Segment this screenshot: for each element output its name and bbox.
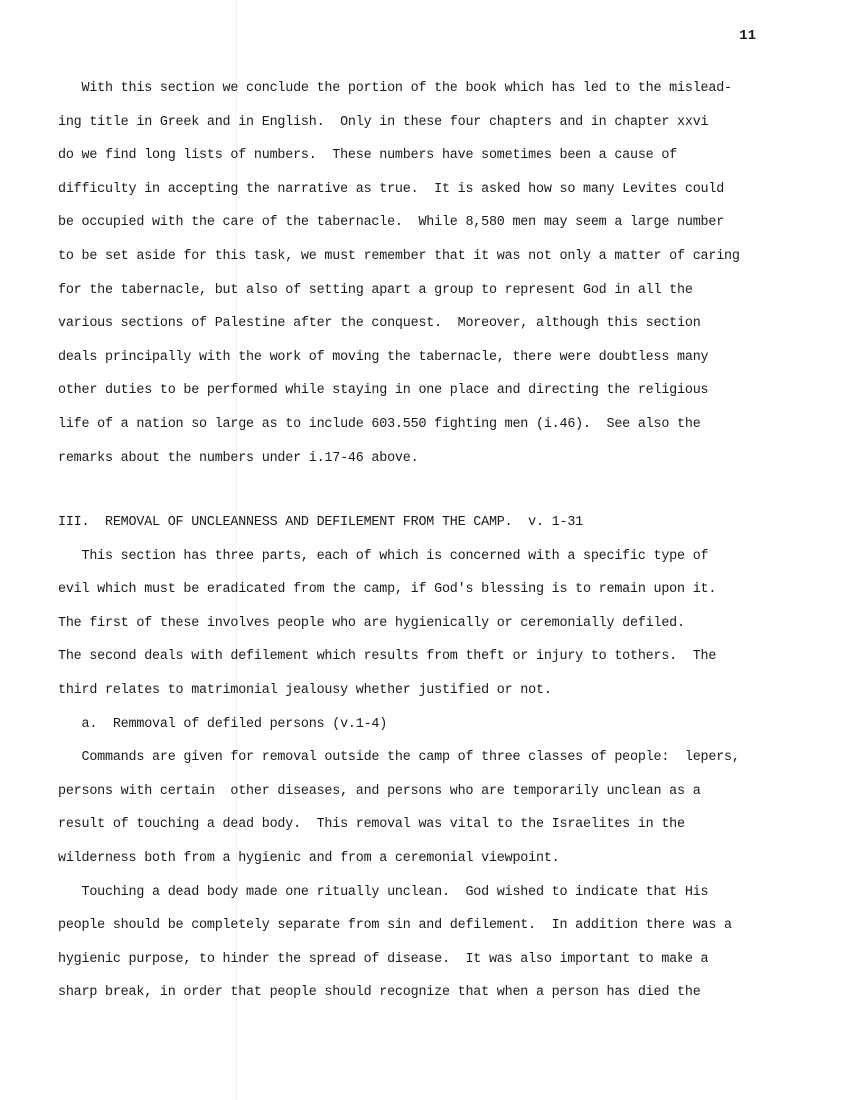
intro-line: various sections of Palestine after the conquest. Moreover, although this section [58, 316, 701, 332]
intro-line: remarks about the numbers under i.17-46 above. [58, 450, 419, 466]
section-three-line: wilderness both from a hygienic and from a ceremonial viewpoint. [58, 850, 560, 866]
section-three-line: The first of these involves people who are hygienically or ceremonially defiled. [58, 615, 685, 631]
intro-paragraph [58, 72, 798, 475]
intro-line: deals principally with the work of moving the tabernacle, there were doubtless many [58, 349, 709, 365]
section-three-line: people should be completely separate from sin and defilement. In addition there was a [58, 918, 732, 934]
section-three-line: hygienic purpose, to hinder the spread of disease. It was also important to make a [58, 951, 709, 967]
section-three-line: III. REMOVAL OF UNCLEANNESS AND DEFILEMENT FROM THE CAMP. v. 1-31 [58, 515, 583, 530]
section-three-line: evil which must be eradicated from the camp, if God's blessing is to remain upon it. [58, 582, 717, 598]
section-three-line: Commands are given for removal outside the camp of three classes of people: lepers, [58, 750, 740, 766]
intro-line: to be set aside for this task, we must remember that it was not only a matter of caring [58, 248, 740, 264]
intro-line: do we find long lists of numbers. These numbers have sometimes been a cause of [58, 148, 678, 164]
section-three-line: Touching a dead body made one ritually unclean. God wished to indicate that His [58, 884, 709, 900]
section-three-body [58, 506, 798, 1010]
intro-line: life of a nation so large as to include 603.550 fighting men (i.46). See also the [58, 416, 701, 432]
intro-line: be occupied with the care of the tabernacle. While 8,580 men may seem a large number [58, 215, 725, 231]
intro-line: ing title in Greek and in English. Only in these four chapters and in chapter xxvi [58, 114, 709, 130]
section-three-line: sharp break, in order that people should recognize that when a person has died the [58, 985, 701, 1001]
intro-line: for the tabernacle, but also of setting apart a group to represent God in all the [58, 282, 693, 298]
intro-line: With this section we conclude the portion of the book which has led to the mislead- [58, 81, 732, 96]
page-number: 11 [739, 28, 756, 44]
section-three-line: result of touching a dead body. This removal was vital to the Israelites in the [58, 817, 685, 833]
section-three-line: This section has three parts, each of which is concerned with a specific type of [58, 548, 709, 564]
section-three-line: The second deals with defilement which results from theft or injury to tothers. The [58, 649, 717, 665]
intro-line: difficulty in accepting the narrative as true. It is asked how so many Levites could [58, 181, 725, 197]
section-three-line: persons with certain other diseases, and persons who are temporarily unclean as a [58, 783, 701, 799]
section-three-line: a. Remmoval of defiled persons (v.1-4) [58, 716, 388, 732]
section-three-line: third relates to matrimonial jealousy whether justified or not. [58, 682, 552, 698]
intro-line: other duties to be performed while staying in one place and directing the religious [58, 383, 709, 399]
